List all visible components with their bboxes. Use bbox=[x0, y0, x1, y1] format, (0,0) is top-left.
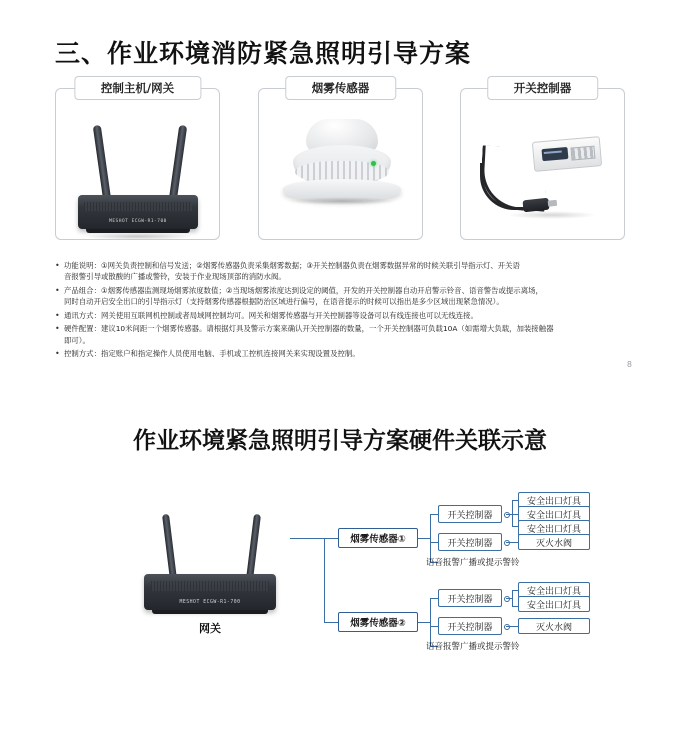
switch-controller-shadow bbox=[507, 211, 597, 219]
controller-housing-icon bbox=[532, 136, 602, 172]
node-switch-controller-1b[interactable]: 开关控制器 bbox=[438, 533, 502, 551]
node-exit-light[interactable]: 安全出口灯具 bbox=[518, 596, 590, 612]
hardware-association-diagram bbox=[18, 492, 662, 682]
diagram-title: 作业环境紧急照明引导方案硬件关联示意 bbox=[133, 428, 547, 454]
connector-line bbox=[418, 538, 430, 539]
note-voice-alarm-2: 语音报警广播或提示警铃 bbox=[426, 642, 520, 652]
connector-line bbox=[506, 598, 512, 599]
gateway-device-illustration bbox=[56, 89, 219, 239]
gateway-model-label: MESHOT ECGW-R1-700 bbox=[109, 219, 167, 224]
junction-dot-icon bbox=[504, 540, 510, 546]
connector-line bbox=[290, 538, 324, 539]
antenna-left-icon bbox=[162, 514, 177, 580]
bullet-dot-icon: • bbox=[55, 349, 60, 359]
card-header-smoke-sensor: 烟雾传感器 bbox=[285, 76, 397, 100]
smoke-detector-illustration bbox=[259, 89, 422, 239]
status-led-icon bbox=[371, 161, 376, 166]
bullet-line: 功能说明：①网关负责控制和信号发送；②烟雾传感器负责采集烟雾数据；③开关控制器负责在烟雾数据异常的时候关联引导指示灯、开关语 bbox=[64, 261, 520, 270]
node-exit-light[interactable]: 安全出口灯具 bbox=[518, 492, 590, 508]
page-title: 三、作业环境消防紧急照明引导方案 bbox=[55, 39, 472, 68]
bullet-line: 控制方式：指定账户和指定操作人员使用电脑、手机或工控机连接网关来实现设置及控制。 bbox=[64, 349, 360, 359]
antenna-right-icon bbox=[246, 514, 261, 580]
product-card-switch-controller bbox=[460, 81, 625, 240]
junction-dot-icon bbox=[504, 596, 510, 602]
node-switch-controller-1a[interactable]: 开关控制器 bbox=[438, 505, 502, 523]
bullet-item bbox=[55, 323, 627, 346]
node-fire-water-valve[interactable]: 灭火水阀 bbox=[518, 618, 590, 634]
product-card-smoke-sensor bbox=[258, 81, 423, 240]
node-switch-controller-2b[interactable]: 开关控制器 bbox=[438, 617, 502, 635]
node-smoke-sensor-1[interactable]: 烟雾传感器① bbox=[338, 528, 418, 548]
controller-terminal-icon bbox=[570, 146, 595, 161]
node-switch-controller-2a[interactable]: 开关控制器 bbox=[438, 589, 502, 607]
connector-line bbox=[324, 538, 325, 622]
card-header-gateway: 控制主机/网关 bbox=[74, 76, 201, 100]
node-fire-water-valve[interactable]: 灭火水阀 bbox=[518, 534, 590, 550]
connector-line bbox=[324, 538, 338, 539]
slide-hardware-association-diagram bbox=[0, 400, 680, 732]
gateway-base-icon bbox=[152, 610, 268, 614]
smoke-detector-shadow bbox=[287, 197, 397, 205]
connector-line bbox=[418, 622, 430, 623]
connector-line bbox=[324, 622, 338, 623]
bullet-line: 产品组合：①烟雾传感器监测现场烟雾浓度数值；②当现场烟雾浓度达到设定的阈值，开发的开关控制器自动开启警示铃音、语音警告或提示离场， bbox=[64, 285, 543, 295]
bullet-item bbox=[55, 260, 627, 283]
bullet-item bbox=[55, 285, 627, 308]
bullet-dot-icon: • bbox=[55, 310, 60, 320]
bullet-line: 同时自动开启安全出口的引导指示灯（支持烟雾传感器根据防治区域进行偏号，在语音提示的时候可以指出是多少区域出现紧急情况）。 bbox=[64, 297, 504, 307]
gateway-chassis-icon bbox=[144, 574, 276, 610]
bullet-item bbox=[55, 348, 627, 360]
junction-dot-icon bbox=[504, 512, 510, 518]
connector-line bbox=[512, 500, 513, 526]
connector-line bbox=[430, 542, 438, 543]
gateway-shadow bbox=[82, 233, 194, 239]
bullet-line: 硬件配置：建议10米间距一个烟雾传感器。请根据灯具及警示方案来确认开关控制器的数量，一个开关控制器可负载10A（如需增大负载，加装接触器 bbox=[64, 324, 554, 334]
bullet-line: 通讯方式：网关使用互联网机控制或者局域网控制均可。网关和烟雾传感器与开关控制器等设备可以有线连接也可以无线连接。 bbox=[64, 310, 478, 320]
diagram-gateway-illustration bbox=[114, 496, 310, 636]
page-number: 8 bbox=[626, 360, 632, 369]
controller-display-icon bbox=[541, 147, 568, 161]
connector-line bbox=[512, 590, 513, 606]
connector-line bbox=[506, 542, 518, 543]
description-bullet-list bbox=[55, 260, 627, 362]
bullet-dot-icon: • bbox=[55, 261, 60, 270]
junction-dot-icon bbox=[504, 624, 510, 630]
gateway-chassis-icon bbox=[78, 195, 198, 229]
card-header-switch-controller: 开关控制器 bbox=[487, 76, 599, 100]
product-card-gateway bbox=[55, 81, 220, 240]
antenna-left-icon bbox=[93, 125, 111, 201]
bullet-line: 音报警引导或散酸的广播或警铃，安装于作业现场顶部的消防水阀。 bbox=[64, 272, 286, 282]
connector-line bbox=[430, 598, 438, 599]
switch-controller-illustration bbox=[461, 89, 624, 239]
node-exit-light[interactable]: 安全出口灯具 bbox=[518, 582, 590, 598]
node-exit-light[interactable]: 安全出口灯具 bbox=[518, 506, 590, 522]
bullet-dot-icon: • bbox=[55, 285, 60, 295]
connector-line bbox=[430, 514, 438, 515]
note-voice-alarm-1: 语音报警广播或提示警铃 bbox=[426, 558, 520, 568]
antenna-right-icon bbox=[169, 125, 187, 201]
gateway-caption: 网关 bbox=[199, 622, 221, 635]
gateway-model-label: MESHOT ECGW-R1-700 bbox=[179, 600, 241, 605]
bullet-dot-icon: • bbox=[55, 324, 60, 334]
connector-line bbox=[506, 626, 518, 627]
bullet-item bbox=[55, 310, 627, 322]
node-smoke-sensor-2[interactable]: 烟雾传感器② bbox=[338, 612, 418, 632]
bullet-line: 即可）。 bbox=[64, 335, 90, 345]
node-exit-light[interactable]: 安全出口灯具 bbox=[518, 520, 590, 536]
connector-line bbox=[430, 626, 438, 627]
